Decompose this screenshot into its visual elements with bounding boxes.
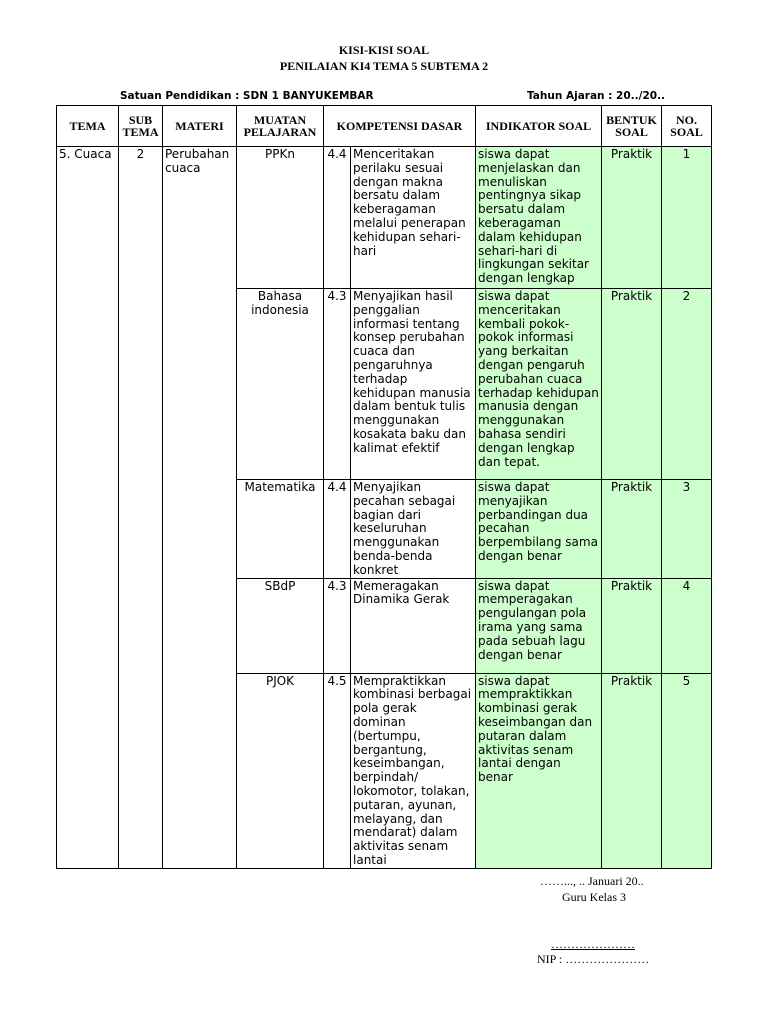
kd-text-cell: Mempraktikkan kombinasi berbagai pola gerak dominan (bertumpu, bergantung, keseimbangan, berpindah/ lokomotor, tolakan, putaran, ayunan, melayang, dan mendarat) dalam aktivitas senam lantai <box>351 673 476 868</box>
muatan-cell: PPKn <box>237 147 324 289</box>
table-row <box>57 147 712 289</box>
col-header-muatan: MUATAN PELAJARAN <box>237 106 324 147</box>
signature-role: Guru Kelas 3 <box>562 890 626 904</box>
col-header-subtema: SUB TEMA <box>119 106 163 147</box>
materi-cell: Perubahan cuaca <box>163 147 237 869</box>
no-soal-cell: 5 <box>662 673 712 868</box>
kisi-kisi-table <box>56 105 712 869</box>
document-title: KISI-KISI SOAL <box>338 43 430 57</box>
col-header-materi: MATERI <box>163 106 237 147</box>
bentuk-cell: Praktik <box>602 673 662 868</box>
signature-name-line: ………………… <box>551 937 635 951</box>
bentuk-cell: Praktik <box>602 289 662 480</box>
muatan-cell: PJOK <box>237 673 324 868</box>
bentuk-cell: Praktik <box>602 147 662 289</box>
kd-number-cell: 4.5 <box>324 673 351 868</box>
no-soal-cell: 1 <box>662 147 712 289</box>
tema-cell: 5. Cuaca <box>57 147 119 869</box>
no-soal-cell: 2 <box>662 289 712 480</box>
kd-number-cell: 4.4 <box>324 147 351 289</box>
muatan-cell: Matematika <box>237 480 324 579</box>
bentuk-cell: Praktik <box>602 480 662 579</box>
subtema-cell: 2 <box>119 147 163 869</box>
bentuk-cell: Praktik <box>602 578 662 673</box>
kd-number-cell: 4.3 <box>324 578 351 673</box>
signature-place-date: ……..., .. Januari 20.. <box>540 874 644 888</box>
indikator-cell: siswa dapat menjelaskan dan menuliskan pentingnya sikap bersatu dalam keberagaman dalam kehidupan sehari-hari di lingkungan sekitar dengan lengkap <box>476 147 602 289</box>
indikator-cell: siswa dapat menyajikan perbandingan dua pecahan berpembilang sama dengan benar <box>476 480 602 579</box>
header-row <box>57 106 712 147</box>
col-header-tema: TEMA <box>57 106 119 147</box>
kd-text-cell: Memeragakan Dinamika Gerak <box>351 578 476 673</box>
col-header-kompetensi: KOMPETENSI DASAR <box>324 106 476 147</box>
muatan-cell: Bahasa indonesia <box>237 289 324 480</box>
tahun-ajaran: Tahun Ajaran : 20../20.. <box>527 90 666 102</box>
col-header-bentuk: BENTUK SOAL <box>602 106 662 147</box>
kd-number-cell: 4.4 <box>324 480 351 579</box>
kd-text-cell: Menyajikan pecahan sebagai bagian dari keseluruhan menggunakan benda-benda konkret <box>351 480 476 579</box>
indikator-cell: siswa dapat menceritakan kembali pokok-pokok informasi yang berkaitan dengan pengaruh perubahan cuaca terhadap kehidupan manusia dengan menggunakan bahasa sendiri dengan lengkap dan tepat. <box>476 289 602 480</box>
no-soal-cell: 4 <box>662 578 712 673</box>
indikator-cell: siswa dapat mempraktikkan kombinasi gerak keseimbangan dan putaran dalam aktivitas senam lantai dengan benar <box>476 673 602 868</box>
no-soal-cell: 3 <box>662 480 712 579</box>
signature-nip: NIP : ………………… <box>537 952 650 966</box>
kd-text-cell: Menceritakan perilaku sesuai dengan makna bersatu dalam keberagaman melalui penerapan kehidupan sehari-hari <box>351 147 476 289</box>
col-header-no: NO. SOAL <box>662 106 712 147</box>
kd-text-cell: Menyajikan hasil penggalian informasi tentang konsep perubahan cuaca dan pengaruhnya terhadap kehidupan manusia dalam bentuk tulis menggunakan kosakata baku dan kalimat efektif <box>351 289 476 480</box>
kd-number-cell: 4.3 <box>324 289 351 480</box>
col-header-indikator: INDIKATOR SOAL <box>476 106 602 147</box>
muatan-cell: SBdP <box>237 578 324 673</box>
document-subtitle: PENILAIAN KI4 TEMA 5 SUBTEMA 2 <box>279 59 489 73</box>
indikator-cell: siswa dapat memperagakan pengulangan pola irama yang sama pada sebuah lagu dengan benar <box>476 578 602 673</box>
satuan-pendidikan: Satuan Pendidikan : SDN 1 BANYUKEMBAR <box>120 90 374 102</box>
